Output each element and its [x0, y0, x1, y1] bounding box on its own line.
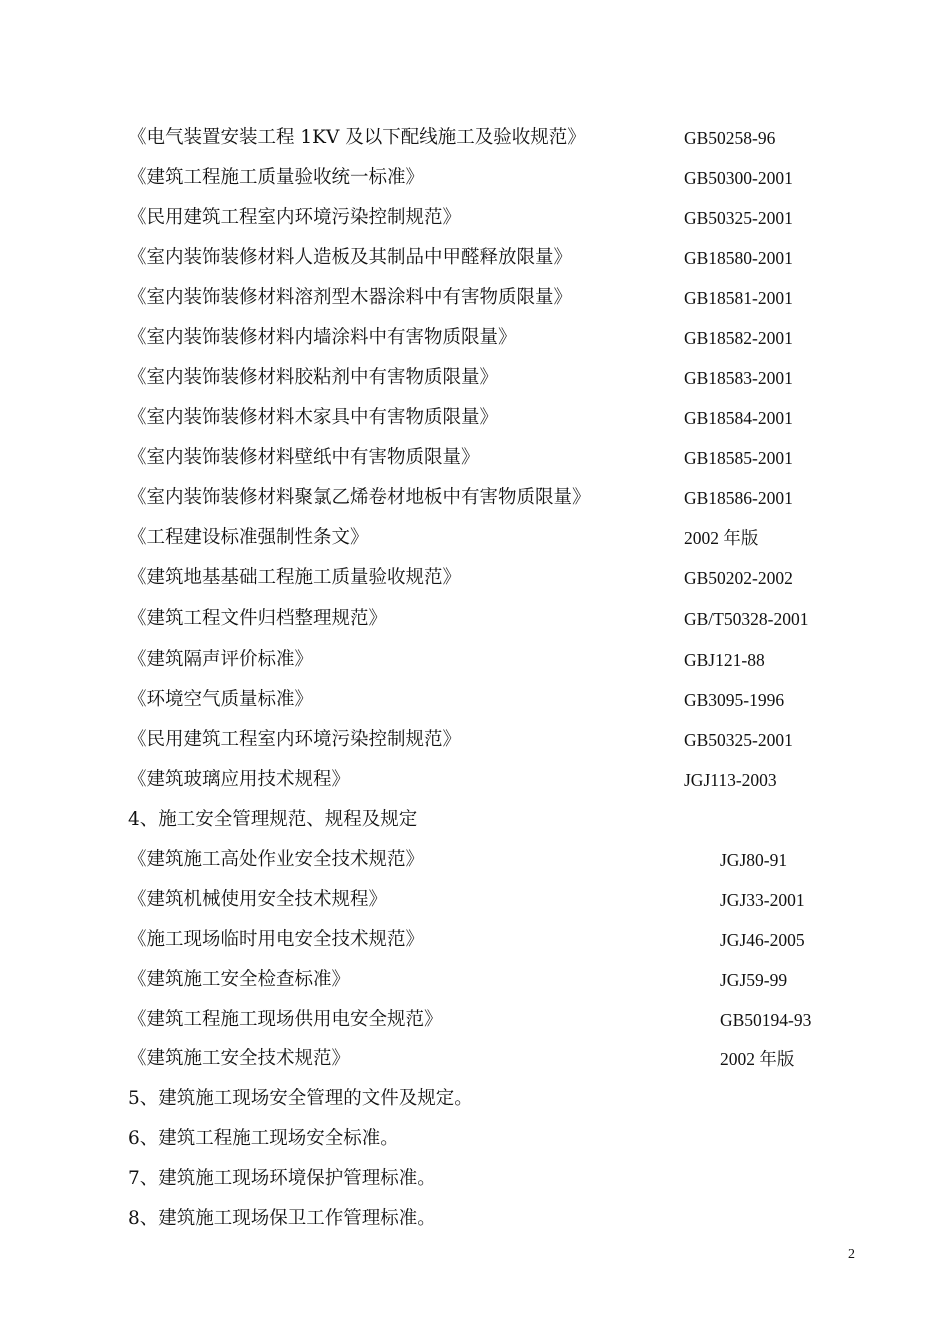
- standard-row: [0, 1008, 950, 1038]
- standard-title: 《建筑地基基础工程施工质量验收规范》: [128, 567, 462, 588]
- standard-title: 《建筑工程文件归档整理规范》: [128, 608, 388, 629]
- standard-code: GB18584-2001: [684, 408, 793, 428]
- standard-row: [0, 768, 950, 798]
- standard-row: [0, 166, 950, 196]
- standard-title: 《工程建设标准强制性条文》: [128, 527, 369, 548]
- list-item: [0, 1127, 950, 1157]
- standard-row: [0, 286, 950, 316]
- list-item-text: 6、建筑工程施工现场安全标准。: [128, 1128, 399, 1149]
- standard-title: 《室内装饰装修材料木家具中有害物质限量》: [128, 407, 499, 428]
- standard-title: 《室内装饰装修材料内墙涂料中有害物质限量》: [128, 327, 517, 348]
- list-item-text: 7、建筑施工现场环境保护管理标准。: [128, 1168, 436, 1189]
- standard-row: [0, 1047, 950, 1077]
- standard-code: GB18580-2001: [684, 248, 793, 268]
- standard-code: JGJ80-91: [720, 850, 788, 870]
- standard-title: 《施工现场临时用电安全技术规范》: [128, 929, 425, 950]
- standard-row: [0, 928, 950, 958]
- standard-title: 《室内装饰装修材料壁纸中有害物质限量》: [128, 447, 480, 468]
- standard-code: GB50258-96: [684, 128, 776, 148]
- standard-row: [0, 888, 950, 918]
- standard-row: [0, 848, 950, 878]
- standard-title: 《电气装置安装工程 1KV 及以下配线施工及验收规范》: [128, 127, 586, 148]
- list-item-text: 8、建筑施工现场保卫工作管理标准。: [128, 1208, 436, 1229]
- standard-code: GB50194-93: [720, 1010, 812, 1030]
- standard-code: JGJ46-2005: [720, 930, 805, 950]
- standard-code: JGJ59-99: [720, 970, 788, 990]
- standard-code: JGJ33-2001: [720, 890, 805, 910]
- standard-row: [0, 326, 950, 356]
- standard-code: GB50325-2001: [684, 730, 793, 750]
- standard-row: [0, 486, 950, 516]
- standard-code: GB3095-1996: [684, 690, 785, 710]
- standard-title: 《建筑玻璃应用技术规程》: [128, 769, 351, 790]
- standard-row: [0, 566, 950, 596]
- standard-code: JGJ113-2003: [684, 770, 777, 790]
- standard-code: 2002 年版: [684, 528, 759, 548]
- standard-code: GBJ121-88: [684, 650, 765, 670]
- standard-title: 《民用建筑工程室内环境污染控制规范》: [128, 729, 462, 750]
- standard-row: [0, 446, 950, 476]
- list-item: [0, 1207, 950, 1237]
- standard-row: [0, 688, 950, 718]
- standard-title: 《民用建筑工程室内环境污染控制规范》: [128, 207, 462, 228]
- standard-code: GB/T50328-2001: [684, 609, 809, 629]
- standard-row: [0, 648, 950, 678]
- standard-row: [0, 968, 950, 998]
- standard-title: 《建筑机械使用安全技术规程》: [128, 889, 388, 910]
- standard-title: 《建筑隔声评价标准》: [128, 649, 314, 670]
- standard-row: [0, 406, 950, 436]
- standard-title: 《建筑工程施工质量验收统一标准》: [128, 167, 425, 188]
- standard-row: [0, 526, 950, 556]
- standard-code: GB18583-2001: [684, 368, 793, 388]
- standard-code: GB18582-2001: [684, 328, 793, 348]
- standard-title: 《建筑施工安全检查标准》: [128, 969, 351, 990]
- standard-title: 《室内装饰装修材料胶粘剂中有害物质限量》: [128, 367, 499, 388]
- standard-row: [0, 206, 950, 236]
- list-item: [0, 1167, 950, 1197]
- standard-code: GB18586-2001: [684, 488, 793, 508]
- standard-row: [0, 126, 950, 156]
- standard-title: 《室内装饰装修材料人造板及其制品中甲醛释放限量》: [128, 247, 573, 268]
- standard-code: GB50325-2001: [684, 208, 793, 228]
- standard-code: GB50300-2001: [684, 168, 793, 188]
- standard-code: 2002 年版: [720, 1049, 795, 1069]
- list-item: [0, 1087, 950, 1117]
- standard-row: [0, 607, 950, 637]
- standard-title: 《建筑施工高处作业安全技术规范》: [128, 849, 425, 870]
- standard-title: 《室内装饰装修材料聚氯乙烯卷材地板中有害物质限量》: [128, 487, 591, 508]
- standard-title: 《室内装饰装修材料溶剂型木器涂料中有害物质限量》: [128, 287, 573, 308]
- standard-row: [0, 246, 950, 276]
- standard-title: 《建筑工程施工现场供用电安全规范》: [128, 1009, 443, 1030]
- standard-title: 《建筑施工安全技术规范》: [128, 1048, 351, 1069]
- section-heading: [0, 808, 950, 838]
- standard-title: 《环境空气质量标准》: [128, 689, 314, 710]
- standard-code: GB18585-2001: [684, 448, 793, 468]
- section-heading-text: 4、施工安全管理规范、规程及规定: [128, 809, 418, 830]
- standard-row: [0, 366, 950, 396]
- page-number: 2: [848, 1247, 855, 1262]
- standard-row: [0, 728, 950, 758]
- list-item-text: 5、建筑施工现场安全管理的文件及规定。: [128, 1088, 473, 1109]
- standard-code: GB50202-2002: [684, 568, 793, 588]
- standard-code: GB18581-2001: [684, 288, 793, 308]
